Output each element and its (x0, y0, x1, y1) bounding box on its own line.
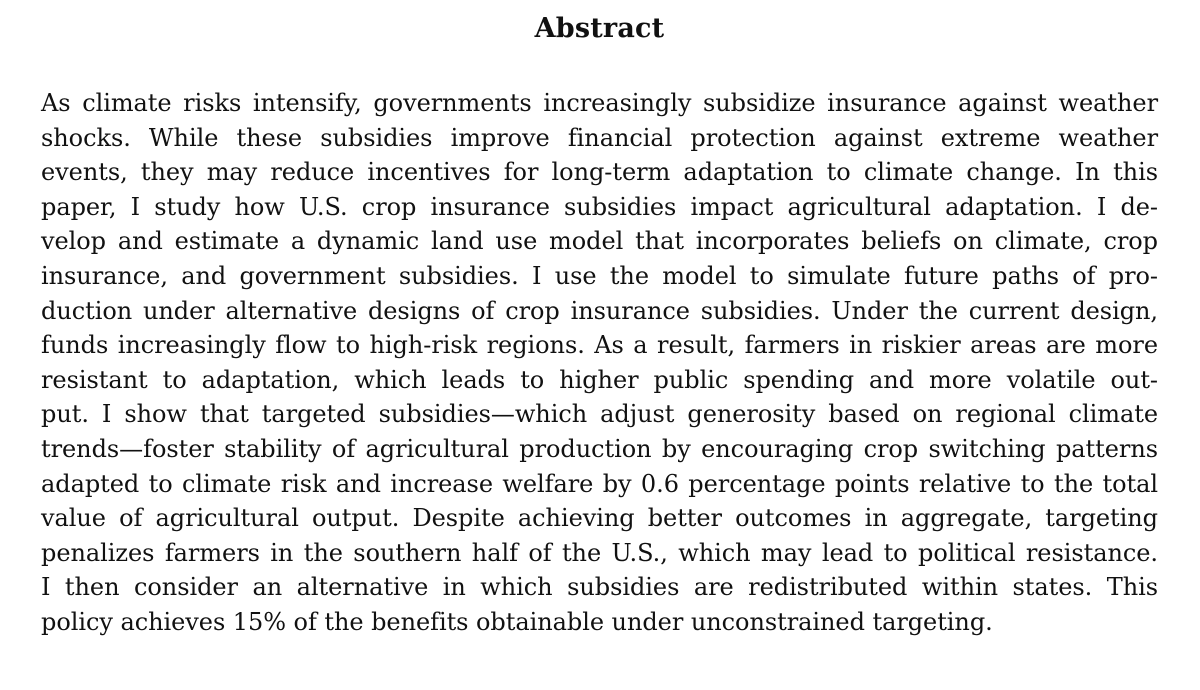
abstract-line: value of agricultural output. Despite achieving better outcomes in aggregate, targeting (41, 504, 1158, 533)
abstract-line: shocks. While these subsidies improve financial protection against extreme weather (41, 123, 1158, 152)
abstract-line: penalizes farmers in the southern half of the U.S., which may lead to political resistance. (41, 538, 1158, 567)
abstract-line-last: policy achieves 15% of the benefits obtainable under unconstrained targeting. (41, 607, 993, 636)
abstract-line: adapted to climate risk and increase welfare by 0.6 percentage points relative to the total (41, 469, 1158, 498)
abstract-heading: Abstract (534, 13, 665, 44)
abstract-line: As climate risks intensify, governments increasingly subsidize insurance against weather (41, 89, 1158, 117)
abstract-line: put. I show that targeted subsidies—which adjust generosity based on regional climate (41, 400, 1158, 429)
paper-page (41, 0, 1158, 690)
abstract-line: I then consider an alternative in which subsidies are redistributed within states. This (41, 573, 1158, 602)
abstract-line: trends—foster stability of agricultural production by encouraging crop switching patterns (41, 434, 1158, 463)
abstract-line: paper, I study how U.S. crop insurance subsidies impact agricultural adaptation. I de- (41, 192, 1158, 221)
abstract-body (41, 86, 1158, 640)
abstract-line: insurance, and government subsidies. I use the model to simulate future paths of pro- (41, 261, 1158, 290)
abstract-line: funds increasingly flow to high-risk regions. As a result, farmers in riskier areas are more (41, 331, 1158, 360)
abstract-line: resistant to adaptation, which leads to higher public spending and more volatile out- (41, 365, 1158, 394)
abstract-line: events, they may reduce incentives for long-term adaptation to climate change. In this (41, 158, 1158, 187)
abstract-line: duction under alternative designs of crop insurance subsidies. Under the current design, (41, 296, 1158, 325)
abstract-line: velop and estimate a dynamic land use model that incorporates beliefs on climate, crop (41, 227, 1158, 256)
